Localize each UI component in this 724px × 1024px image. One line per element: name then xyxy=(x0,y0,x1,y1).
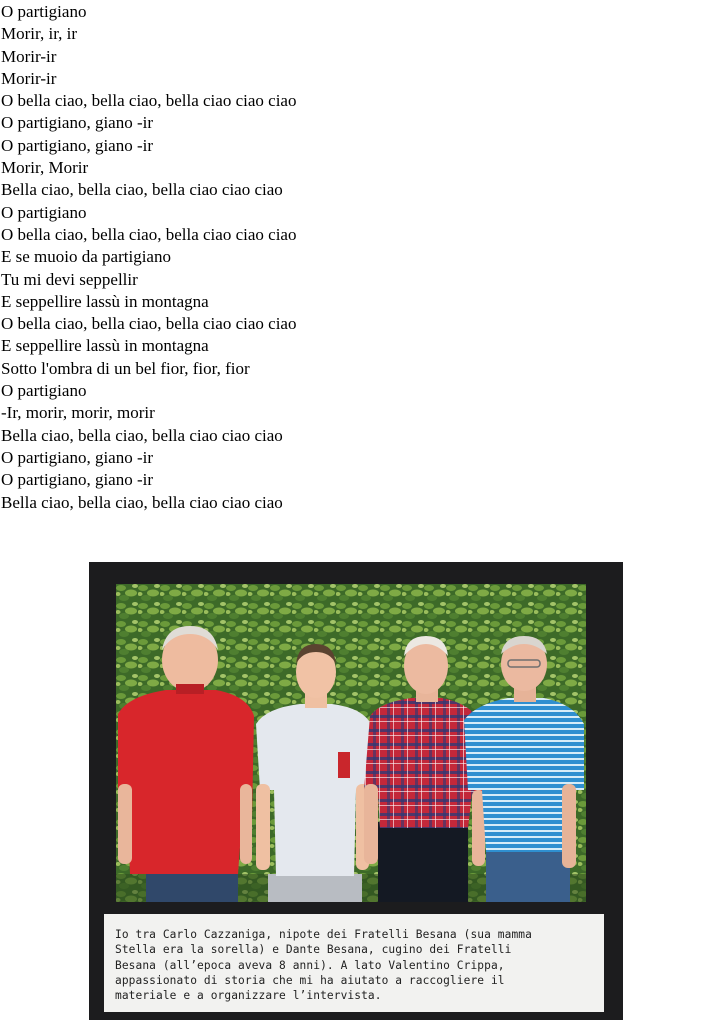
lyric-line: Bella ciao, bella ciao, bella ciao ciao ciao xyxy=(1,425,283,445)
caption-line: Besana (all’epoca aveva 8 anni). A lato Valentino Crippa, xyxy=(115,958,505,972)
lyric-line: Morir-ir xyxy=(1,68,57,88)
lyric-line: E seppellire lassù in montagna xyxy=(1,336,209,356)
lyric-line: O partigiano xyxy=(1,381,87,401)
caption-line: Stella era la sorella) e Dante Besana, cugino dei Fratelli xyxy=(115,943,512,957)
lyric-line: O bella ciao, bella ciao, bella ciao ciao ciao xyxy=(1,91,297,111)
lyric-line: Bella ciao, bella ciao, bella ciao ciao ciao xyxy=(1,492,283,512)
lyrics-text xyxy=(1,1,296,514)
caption-line: materiale e a organizzare l’intervista. xyxy=(115,989,382,1003)
lyric-line: O partigiano, giano -ir xyxy=(1,470,154,490)
lyric-line: Morir, Morir xyxy=(1,158,89,178)
lyric-line: O partigiano, giano -ir xyxy=(1,113,154,133)
lyric-line: -Ir, morir, morir, morir xyxy=(1,403,155,423)
photo-caption xyxy=(104,914,604,1012)
lyric-line: O partigiano, giano -ir xyxy=(1,135,154,155)
lyric-line: O partigiano xyxy=(1,2,87,21)
caption-line: appassionato di storia che mi ha aiutato a raccogliere il xyxy=(115,973,505,987)
lyric-line: Morir-ir xyxy=(1,46,57,66)
lyric-line: E seppellire lassù in montagna xyxy=(1,291,209,311)
lyric-line: O partigiano xyxy=(1,202,87,222)
lyric-line: O bella ciao, bella ciao, bella ciao ciao ciao xyxy=(1,314,297,334)
caption-line: Io tra Carlo Cazzaniga, nipote dei Fratelli Besana (sua mamma xyxy=(115,928,532,941)
lyric-line: E se muoio da partigiano xyxy=(1,247,171,267)
lyric-line: Morir, ir, ir xyxy=(1,24,78,44)
group-photo xyxy=(116,584,586,902)
lyric-line: Sotto l'ombra di un bel fior, fior, fior xyxy=(1,358,250,378)
lyric-line: Bella ciao, bella ciao, bella ciao ciao ciao xyxy=(1,180,283,200)
photo-card xyxy=(89,562,623,1020)
lyric-line: Tu mi devi seppellir xyxy=(1,269,138,289)
lyric-line: O partigiano, giano -ir xyxy=(1,447,154,467)
lyric-line: O bella ciao, bella ciao, bella ciao ciao ciao xyxy=(1,224,297,244)
group-photo-illustration xyxy=(116,584,586,902)
